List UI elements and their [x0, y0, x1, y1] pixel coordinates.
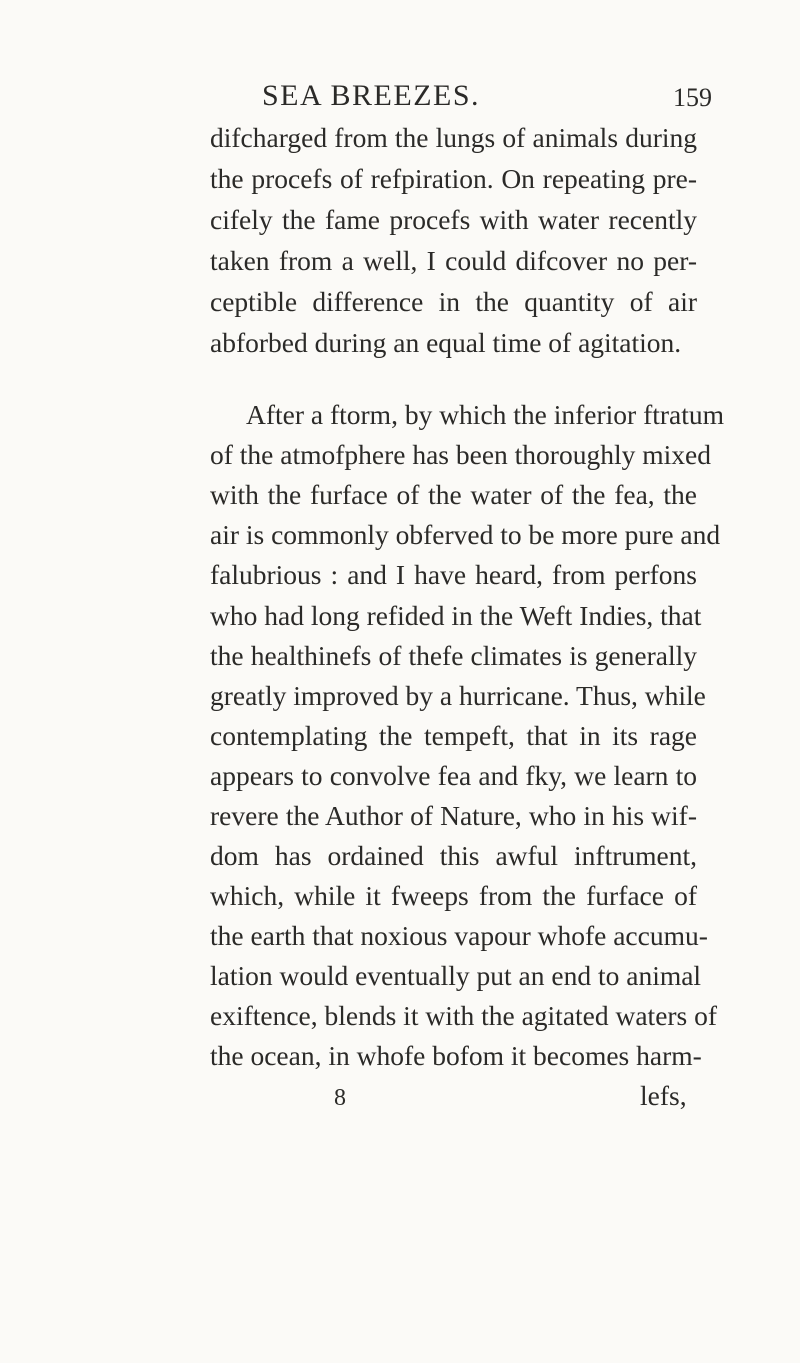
text-line: the ocean, in whofe bofom it becomes harm-	[210, 1040, 702, 1071]
text-line: exiftence, blends it with the agitated waters of	[210, 1000, 718, 1031]
text-line: ceptible difference in the quantity of air	[210, 286, 697, 317]
text-line: contemplating the tempeft, that in its rage	[210, 720, 697, 751]
running-title: SEA BREEZES.	[262, 79, 481, 112]
text-line: who had long refided in the Weft Indies, that	[210, 600, 702, 631]
text-line: greatly improved by a hurricane. Thus, while	[210, 680, 706, 711]
text-line: revere the Author of Nature, who in his wif-	[210, 800, 697, 831]
text-line: dom has ordained this awful inftrument,	[210, 840, 697, 871]
text-line: appears to convolve fea and fky, we learn to	[210, 760, 697, 791]
text-line: air is commonly obferved to be more pure and	[210, 519, 721, 550]
page-number: 159	[673, 83, 712, 112]
text-line: which, while it fweeps from the furface of	[210, 880, 697, 911]
text-line: After a ftorm, by which the inferior ftratum	[246, 399, 725, 430]
text-line: with the furface of the water of the fea, the	[210, 479, 697, 510]
text-line: falubrious : and I have heard, from perfons	[210, 559, 697, 590]
text-line: taken from a well, I could difcover no per-	[210, 245, 697, 276]
text-line: the earth that noxious vapour whofe accumu-	[210, 920, 708, 951]
text-line: of the atmofphere has been thoroughly mixed	[210, 439, 711, 470]
text-line: cifely the fame procefs with water recently	[210, 204, 697, 235]
text-line: the procefs of refpiration. On repeating pre-	[210, 163, 697, 194]
text-line: lation would eventually put an end to animal	[210, 960, 702, 991]
text-line: the healthinefs of thefe climates is generally	[210, 640, 697, 671]
signature-mark: 8	[334, 1085, 346, 1111]
text-line: difcharged from the lungs of animals during	[210, 122, 697, 153]
text-line: abforbed during an equal time of agitation.	[210, 327, 682, 358]
catchword: lefs,	[640, 1080, 687, 1111]
